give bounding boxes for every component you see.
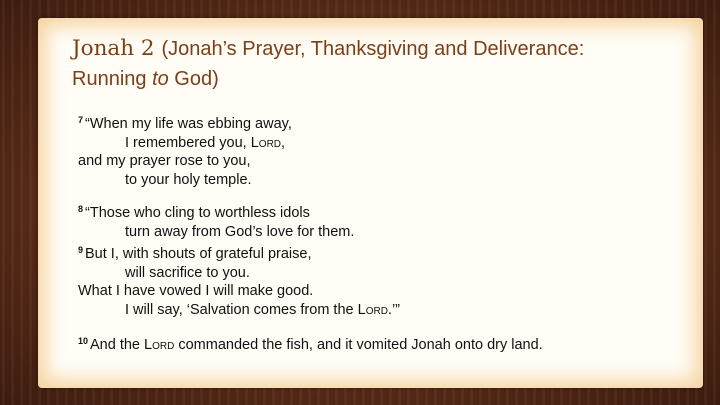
- slide-title: [72, 34, 672, 94]
- verse-line: [78, 301, 678, 320]
- slide-card: [38, 18, 703, 388]
- verse-number: 7: [78, 115, 84, 125]
- verse-line: [78, 264, 678, 283]
- verse-text: What I have vowed I will make good.: [78, 283, 314, 299]
- title-subtitle-line2: [72, 64, 672, 94]
- verse-text: .’”: [387, 301, 401, 318]
- lord-smallcaps: Lord: [357, 301, 388, 318]
- title-to-emphasis: to: [152, 68, 169, 90]
- verse-text: I remembered you,: [125, 134, 251, 151]
- verse-line: [78, 282, 678, 301]
- verse-line: [78, 152, 678, 171]
- verse-8-9-stanza: [78, 200, 678, 319]
- verse-text: ,: [281, 134, 286, 151]
- title-god: God): [168, 68, 219, 90]
- verse-number: 8: [78, 204, 84, 214]
- title-running: Running: [72, 68, 153, 90]
- verse-text: turn away from God’s love for them.: [125, 223, 355, 240]
- verse-number: 10: [78, 336, 89, 346]
- scripture-body: [78, 111, 678, 355]
- verse-text: and my prayer rose to you,: [78, 153, 251, 169]
- verse-line: [78, 111, 678, 134]
- verse-line: [78, 134, 678, 153]
- title-book: Jonah 2: [72, 36, 155, 61]
- verse-line: [78, 171, 678, 190]
- verse-line: [78, 223, 678, 242]
- verse-text: And the: [90, 337, 145, 353]
- lord-smallcaps: Lord: [250, 134, 282, 151]
- lord-smallcaps: Lord: [144, 337, 175, 353]
- verse-number: 9: [78, 245, 84, 255]
- verse-text: “Those who cling to worthless idols: [85, 205, 310, 221]
- verse-line: [78, 200, 678, 223]
- verse-text: will sacrifice to you.: [125, 264, 250, 281]
- verse-line: [78, 241, 678, 264]
- verse-text: “When my life was ebbing away,: [85, 116, 292, 132]
- verse-text: I will say, ‘Salvation comes from the: [125, 301, 358, 318]
- verse-7-stanza: [78, 111, 678, 189]
- verse-10-line: [78, 332, 678, 355]
- verse-text: But I, with shouts of grateful praise,: [85, 246, 312, 262]
- verse-text: to your holy temple.: [125, 171, 252, 188]
- verse-text: commanded the fish, and it vomited Jonah onto dry land.: [174, 337, 543, 353]
- title-subtitle-line1: (Jonah’s Prayer, Thanksgiving and Deliverance:: [161, 38, 585, 60]
